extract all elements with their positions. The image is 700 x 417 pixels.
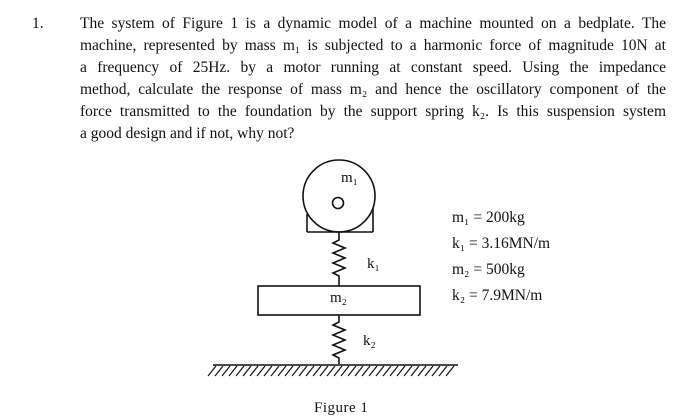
parameter-m2: m₂ = 500kg: [452, 261, 525, 278]
question-line: The system of Figure 1 is a dynamic model of a machine mounted on a bedplate. The: [80, 15, 666, 32]
hatch-stroke: [278, 366, 286, 376]
hatch-stroke: [299, 366, 307, 376]
hatch-stroke: [425, 366, 433, 376]
hatch-stroke: [250, 366, 258, 376]
label-m2: [330, 290, 347, 307]
hatch-stroke: [313, 366, 321, 376]
label-m1: [341, 170, 358, 187]
question-line: a frequency of 25Hz. by a motor running at constant speed. Using the impedance: [80, 59, 666, 76]
hatch-stroke: [334, 366, 342, 376]
hatch-stroke: [362, 366, 370, 376]
hatch-stroke: [222, 366, 230, 376]
eccentric-rotor: [333, 198, 344, 209]
figure-caption: Figure 1: [314, 400, 369, 416]
hatch-stroke: [341, 366, 349, 376]
hatch-stroke: [236, 366, 244, 376]
label-k2-text: k₂: [363, 333, 376, 349]
label-m2-text: m₂: [330, 290, 347, 306]
hatch-stroke: [320, 366, 328, 376]
label-k1-text: k₁: [367, 256, 380, 272]
hatch-stroke: [446, 366, 454, 376]
spring-k1: [333, 232, 345, 286]
question-line: method, calculate the response of mass m₂ and hence the oscillatory component of the: [80, 81, 666, 98]
hatch-stroke: [383, 366, 391, 376]
hatch-stroke: [418, 366, 426, 376]
hatch-stroke: [215, 366, 223, 376]
hatch-stroke: [369, 366, 377, 376]
parameter-k1: k₁ = 3.16MN/m: [452, 235, 551, 252]
hatch-stroke: [264, 366, 272, 376]
hatch-stroke: [306, 366, 314, 376]
hatch-stroke: [257, 366, 265, 376]
hatch-stroke: [404, 366, 412, 376]
label-m1-text: m₁: [341, 170, 358, 186]
hatch-stroke: [390, 366, 398, 376]
hatch-stroke: [243, 366, 251, 376]
hatch-stroke: [229, 366, 237, 376]
parameter-k2: k₂ = 7.9MN/m: [452, 287, 543, 304]
mass-m1-disc: [303, 160, 375, 232]
hatch-stroke: [348, 366, 356, 376]
hatch-stroke: [411, 366, 419, 376]
hatch-stroke: [285, 366, 293, 376]
question-line: a good design and if not, why not?: [80, 125, 295, 142]
hatch-stroke: [327, 366, 335, 376]
hatch-stroke: [376, 366, 384, 376]
hatch-stroke: [271, 366, 279, 376]
label-k1: [367, 256, 380, 273]
spring-k2: [333, 315, 345, 364]
hatch-stroke: [355, 366, 363, 376]
question-line: machine, represented by mass m₁ is subjected to a harmonic force of magnitude 10N at: [80, 37, 666, 54]
parameter-m1: m₁ = 200kg: [452, 209, 525, 226]
hatch-stroke: [397, 366, 405, 376]
label-k2: [363, 333, 376, 350]
parameter-list: [452, 205, 550, 309]
hatch-stroke: [439, 366, 447, 376]
question-number: 1.: [32, 15, 44, 32]
question-line: force transmitted to the foundation by the support spring k₂. Is this suspension system: [80, 103, 666, 120]
hatch-stroke: [292, 366, 300, 376]
ground-hatching: [208, 366, 454, 376]
hatch-stroke: [208, 366, 216, 376]
hatch-stroke: [432, 366, 440, 376]
